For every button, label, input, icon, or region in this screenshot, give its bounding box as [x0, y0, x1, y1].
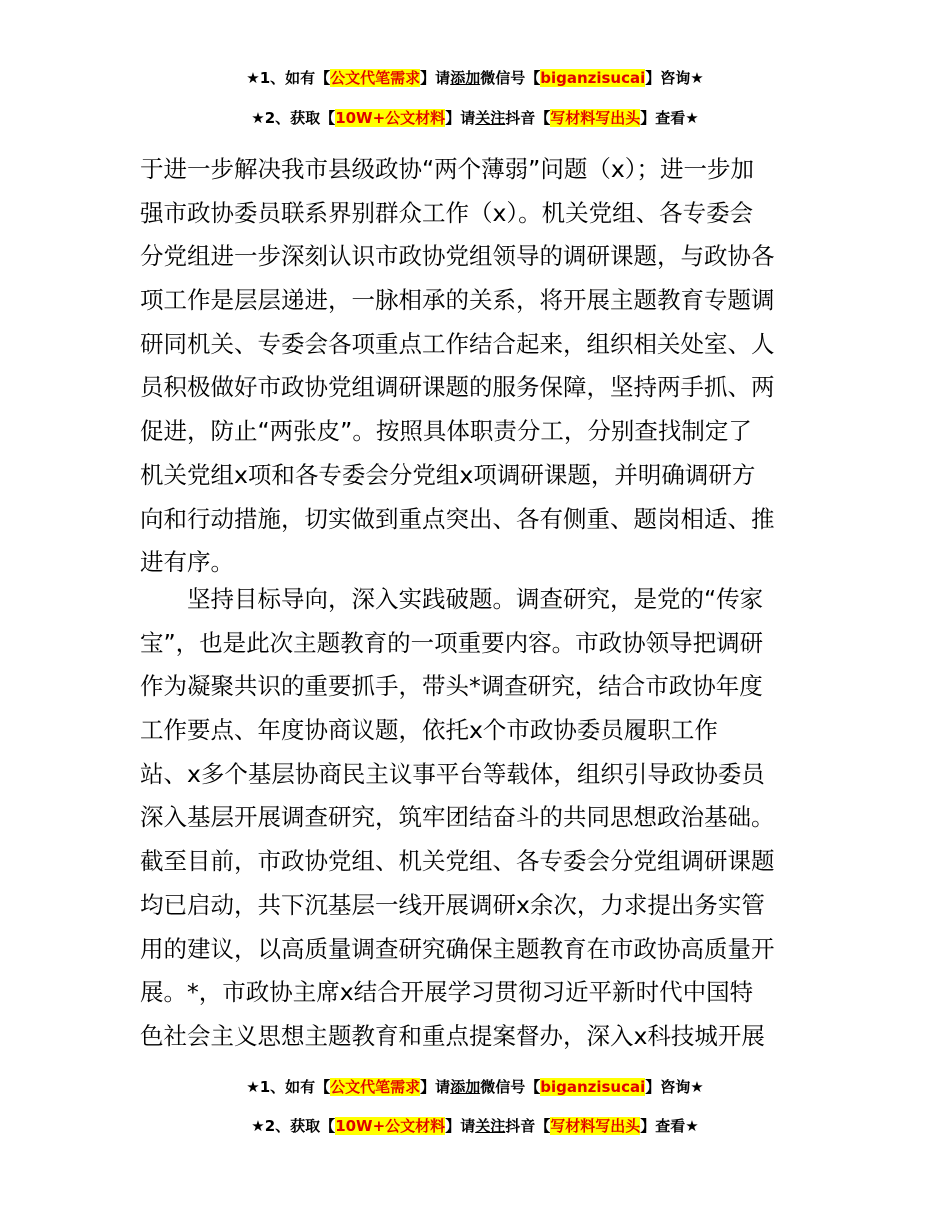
text-line: 促进，防止“两张皮”。按照具体职责分工，分别查找制定了	[140, 417, 752, 446]
header-promo-line-2	[0, 106, 950, 130]
text-line: 站、x多个基层协商民主议事平台等载体，组织引导政协委员	[140, 759, 765, 788]
promo-text: 抖音【	[505, 1117, 551, 1135]
text-line: 展。*，市政协主席x结合开展学习贯彻习近平新时代中国特	[140, 978, 754, 1007]
text-line: 宝”，也是此次主题教育的一项重要内容。市政协领导把调研	[140, 628, 764, 657]
promo-text: ★1、如有【	[246, 69, 331, 87]
text-line: 强市政协委员联系界别群众工作（x）。机关党组、各专委会	[140, 198, 754, 227]
promo-highlight: 公文代笔需求	[330, 1078, 421, 1096]
text-line: 作为凝聚共识的重要抓手，带头*调查研究，结合市政协年度	[140, 672, 763, 701]
promo-text: 抖音【	[505, 109, 551, 127]
promo-text: 】请	[445, 1117, 476, 1135]
text-line: 机关党组x项和各专委会分党组x项调研课题，并明确调研方	[140, 460, 756, 489]
promo-highlight-wechat-id: biganzisucai	[540, 1078, 646, 1096]
body-paragraph-2	[140, 578, 812, 1059]
promo-underlined: 关注	[475, 1117, 506, 1135]
text-line: 均已启动，共下沉基层一线开展调研x余次，力求提出务实管	[140, 890, 765, 919]
promo-highlight-douyin: 写材料写出头	[550, 1117, 641, 1135]
promo-text: 】请	[420, 1078, 451, 1096]
footer-promo-line-1	[0, 1075, 950, 1099]
text-line: 深入基层开展调查研究，筑牢团结奋斗的共同思想政治基础。	[140, 803, 775, 832]
promo-text: 】请	[420, 69, 451, 87]
promo-text: 微信号【	[480, 1078, 541, 1096]
promo-underlined: 关注	[475, 109, 506, 127]
body-paragraph-1	[140, 148, 812, 585]
text-line: 于进一步解决我市县级政协“两个薄弱”问题（x）；进一步加	[140, 155, 755, 183]
header-promo-line-1	[0, 66, 950, 90]
text-line: 截至目前，市政协党组、机关党组、各专委会分党组调研课题	[140, 847, 775, 876]
promo-highlight: 公文代笔需求	[330, 69, 421, 87]
promo-text: 】咨询★	[645, 69, 704, 87]
promo-underlined: 添加	[450, 1078, 481, 1096]
footer-promo-line-2	[0, 1114, 950, 1138]
promo-text: 微信号【	[480, 69, 541, 87]
promo-underlined: 添加	[450, 69, 481, 87]
promo-highlight: 10W+公文材料	[335, 1117, 446, 1135]
promo-highlight-douyin: 写材料写出头	[550, 109, 641, 127]
promo-text: 】查看★	[640, 109, 699, 127]
text-line: 员积极做好市政协党组调研课题的服务保障，坚持两手抓、两	[140, 373, 775, 402]
text-line: 工作要点、年度协商议题，依托x个市政协委员履职工作	[140, 716, 718, 745]
promo-highlight-wechat-id: biganzisucai	[540, 69, 646, 87]
promo-highlight: 10W+公文材料	[335, 109, 446, 127]
text-line: 色社会主义思想主题教育和重点提案督办，深入x科技城开展	[140, 1021, 765, 1050]
promo-text: ★1、如有【	[246, 1078, 331, 1096]
text-line: 坚持目标导向，深入实践破题。调查研究，是党的“传家	[140, 585, 764, 613]
text-line: 研同机关、专委会各项重点工作结合起来，组织相关处室、人	[140, 329, 775, 358]
promo-text: ★2、获取【	[251, 109, 336, 127]
text-line: 进有序。	[140, 548, 234, 577]
text-line: 分党组进一步深刻认识市政协党组领导的调研课题，与政协各	[140, 242, 775, 271]
promo-text: ★2、获取【	[251, 1117, 336, 1135]
promo-text: 】查看★	[640, 1117, 699, 1135]
text-line: 向和行动措施，切实做到重点突出、各有侧重、题岗相适、推	[140, 504, 775, 533]
text-line: 用的建议，以高质量调查研究确保主题教育在市政协高质量开	[140, 934, 775, 963]
text-line: 项工作是层层递进，一脉相承的关系，将开展主题教育专题调	[140, 286, 775, 315]
promo-text: 】咨询★	[645, 1078, 704, 1096]
promo-text: 】请	[445, 109, 476, 127]
